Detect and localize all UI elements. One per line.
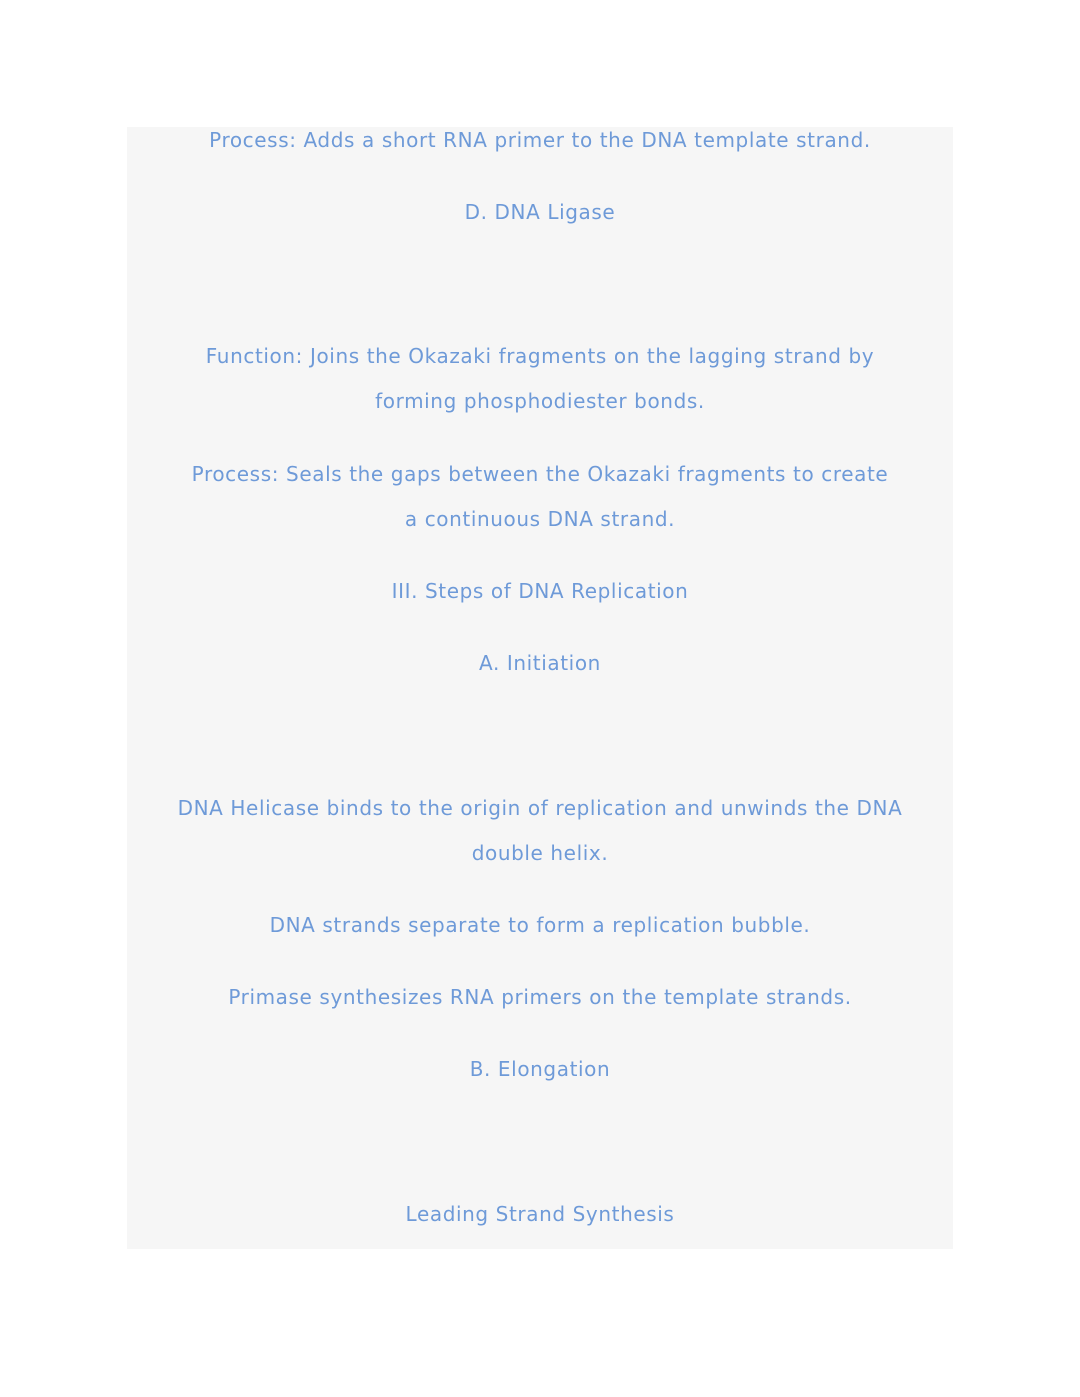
heading-elongation: B. Elongation [469, 1057, 611, 1081]
process-ligase-line-1: Process: Seals the gaps between the Okazaki fragments to create [191, 462, 889, 486]
process-ligase-line-2: a continuous DNA strand. [404, 507, 676, 531]
process-primase-text: Process: Adds a short RNA primer to the DNA template strand. [209, 128, 871, 152]
function-ligase-line-1: Function: Joins the Okazaki fragments on the lagging strand by [205, 344, 875, 368]
initiation-helicase-line-1: DNA Helicase binds to the origin of replication and unwinds the DNA [177, 796, 903, 820]
heading-dna-ligase: D. DNA Ligase [464, 200, 616, 224]
initiation-primase-text: Primase synthesizes RNA primers on the template strands. [228, 985, 852, 1009]
heading-initiation: A. Initiation [479, 651, 601, 675]
leading-strand-synthesis: Leading Strand Synthesis [405, 1202, 675, 1226]
initiation-helicase-line-2: double helix. [471, 841, 609, 865]
document-panel [127, 127, 953, 1249]
function-ligase-line-2: forming phosphodiester bonds. [375, 389, 705, 413]
initiation-bubble-text: DNA strands separate to form a replication bubble. [269, 913, 811, 937]
heading-steps-replication: III. Steps of DNA Replication [391, 579, 689, 603]
